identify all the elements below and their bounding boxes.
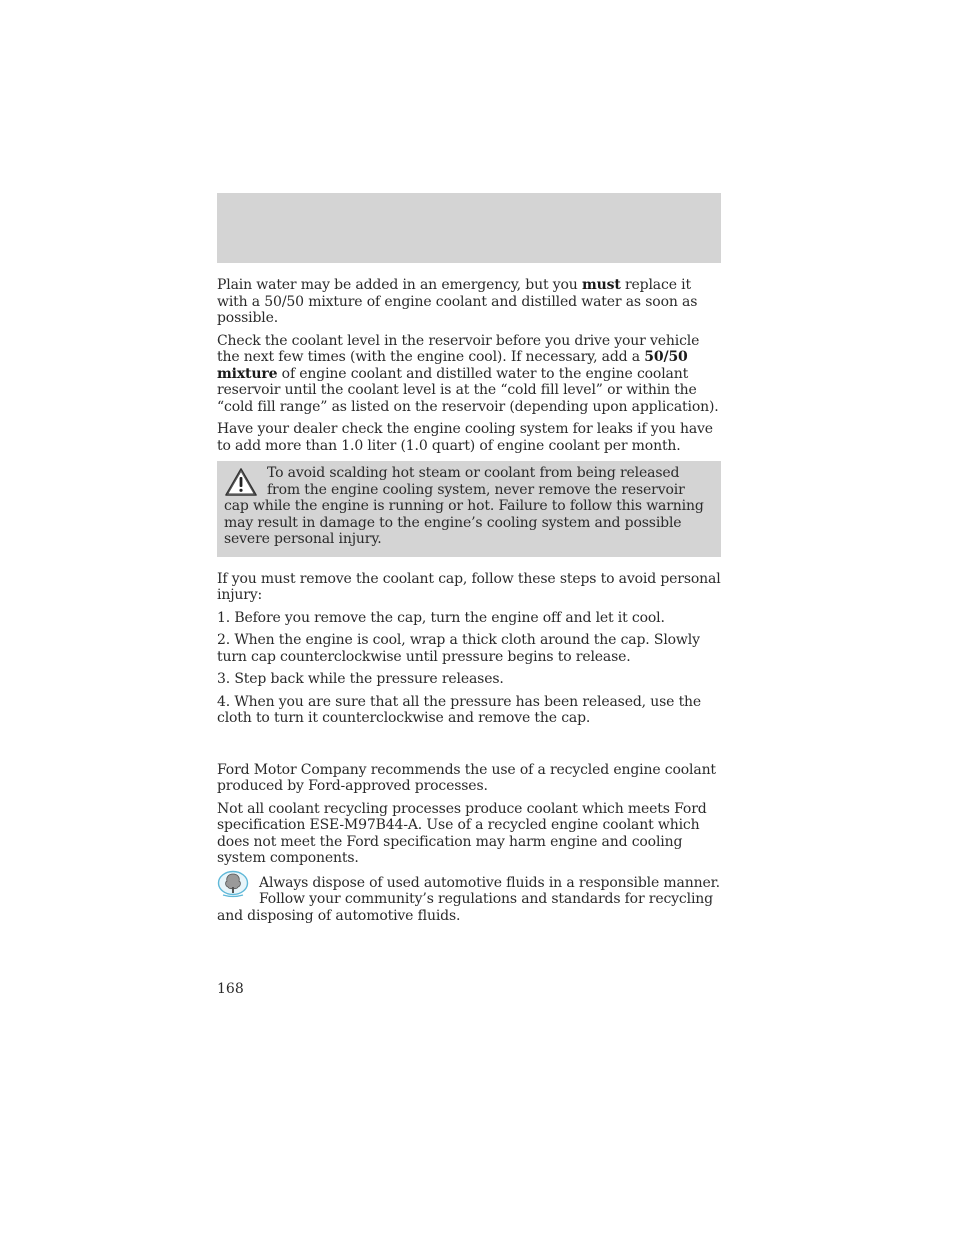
environment-note-text: Always dispose of used automotive fluids in a responsible manner. Follow your community’s regulations and standards for recycling and disposing of automotive fluids. [217,874,720,924]
paragraph-recycled-spec: Not all coolant recycling processes produce coolant which meets Ford specification ESE-M97B44-A. Use of a recycled engine coolant which does not meet the Ford specification may harm engine and cooling system components. [217,800,707,866]
paragraph-text: of engine coolant and distilled water to the engine coolant reservoir until the coolant level is at the “cold fill level” or within the “cold fill range” as listed on the reservoir (depending upon application). [217,365,719,415]
section-header-band [217,193,721,263]
paragraph-plain-water [217,277,721,327]
paragraph-text: replace it with a 50/50 mixture of engine coolant and distilled water as soon as possible. [217,277,698,326]
page-content [217,277,721,924]
paragraph-dealer-check: Have your dealer check the engine cooling system for leaks if you have to add more than 1.0 liter (1.0 quart) of engine coolant per month. [217,421,713,454]
environment-note [217,875,721,925]
environment-tree-icon [217,869,249,899]
emphasis-mixture: 50/50 mixture [217,349,688,382]
warning-triangle-icon [224,467,258,497]
paragraph-text: Plain water may be added in an emergency, but you [217,277,582,293]
step-item: 4. When you are sure that all the pressure has been released, use the cloth to turn it counterclockwise and remove the cap. [217,693,702,726]
warning-box [217,461,721,557]
step-item: 1. Before you remove the cap, turn the engine off and let it cool. [217,609,665,626]
paragraph-recycled-recommend: Ford Motor Company recommends the use of a recycled engine coolant produced by Ford-approved processes. [217,761,716,794]
steps-intro: If you must remove the coolant cap, follow these steps to avoid personal injury: [217,570,721,603]
warning-text: To avoid scalding hot steam or coolant from being released from the engine cooling system, never remove the reservoir cap while the engine is running or hot. Failure to follow this warning may result in damage to the engine’s cooling system and possible severe personal injury. [224,465,704,547]
step-item: 2. When the engine is cool, wrap a thick cloth around the cap. Slowly turn cap counterclockwise until pressure begins to release. [217,632,700,665]
section-spacer [217,727,721,762]
step-item: 3. Step back while the pressure releases. [217,671,504,687]
page-number: 168 [217,981,244,997]
emphasis-must: must [581,277,621,293]
paragraph-check-coolant [217,333,721,416]
paragraph-text: Check the coolant level in the reservoir before you drive your vehicle the next few times (with the engine cool). If necessary, add a [217,332,700,365]
